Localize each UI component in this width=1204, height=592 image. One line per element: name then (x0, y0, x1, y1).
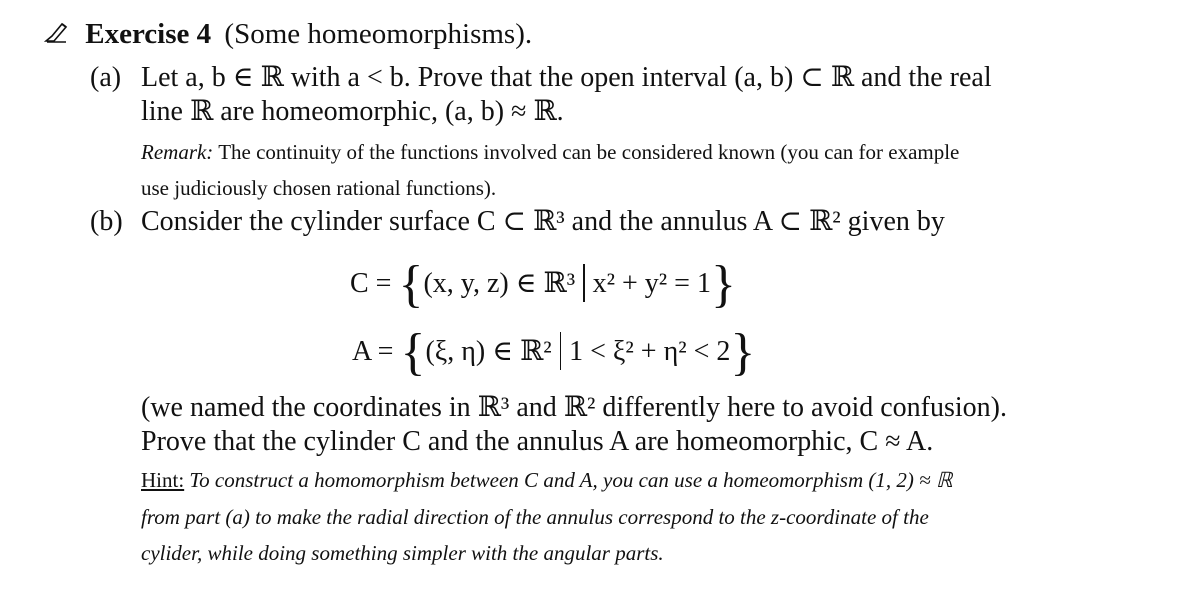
exercise-title: Exercise 4 (85, 18, 212, 50)
eq-a-cond: 1 < ξ² + η² < 2 (569, 336, 731, 367)
part-a-line1: Let a, b ∈ ℝ with a < b. Prove that the open interval (a, b) ⊂ ℝ and the real (141, 62, 992, 93)
part-a-line2: line ℝ are homeomorphic, (a, b) ≈ ℝ. (141, 96, 564, 127)
part-a-label: (a) (90, 62, 122, 93)
part-a-remark-line1 (141, 139, 959, 165)
eq-c-lhs: C = (350, 268, 392, 299)
right-brace-icon: } (710, 256, 736, 313)
part-b-intro: Consider the cylinder surface C ⊂ ℝ³ and the annulus A ⊂ ℝ² given by (141, 206, 945, 237)
divider-bar (583, 264, 585, 302)
part-b-line-after1: (we named the coordinates in ℝ³ and ℝ² differently here to avoid confusion). (141, 392, 1007, 423)
hint-line2: from part (a) to make the radial direction of the annulus correspond to the z-coordinate of the (141, 505, 929, 529)
part-b-label: (b) (90, 206, 123, 237)
eq-c-cond: x² + y² = 1 (592, 268, 711, 299)
left-brace-icon: { (400, 324, 426, 381)
part-a-remark-line2: use judiciously chosen rational functions). (141, 176, 497, 200)
hint-line1 (141, 467, 953, 493)
exercise-subtitle: (Some homeomorphisms). (224, 18, 533, 50)
hint-line3: cylider, while doing something simpler with the angular parts. (141, 541, 664, 565)
remark-label: Remark: (141, 140, 214, 164)
divider-bar (560, 332, 562, 370)
equation-annulus (352, 324, 756, 381)
hint-text-1: To construct a homomorphism between C and A, you can use a homeomorphism (1, 2) ≈ ℝ (189, 468, 953, 492)
exercise-header (44, 18, 532, 51)
part-b-line-after2: Prove that the cylinder C and the annulus A are homeomorphic, C ≈ A. (141, 426, 934, 457)
right-brace-icon: } (730, 324, 756, 381)
eq-c-set: (x, y, z) ∈ ℝ³ (423, 268, 576, 299)
writing-hand-icon (44, 20, 70, 44)
left-brace-icon: { (398, 256, 424, 313)
remark-text-1: The continuity of the functions involved can be considered known (you can for example (218, 140, 960, 164)
eq-a-lhs: A = (352, 336, 394, 367)
equation-cylinder (350, 256, 736, 313)
eq-a-set: (ξ, η) ∈ ℝ² (425, 336, 552, 367)
hint-label: Hint: (141, 468, 185, 492)
